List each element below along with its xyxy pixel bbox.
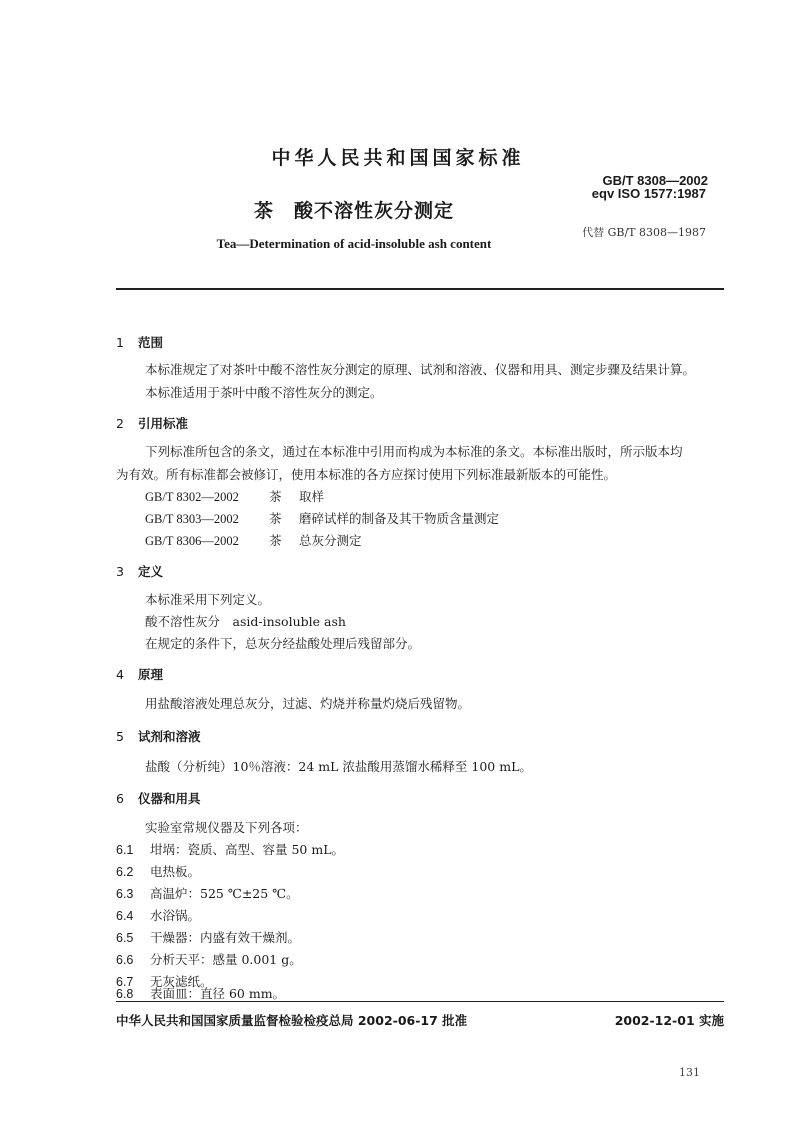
page-number: 131 <box>679 1066 700 1079</box>
section-heading-scope <box>116 333 163 351</box>
section-title: 仪器和用具 <box>138 791 201 806</box>
national-standard-heading: 中华人民共和国国家标准 <box>271 147 525 169</box>
item-text: 分析天平：感量 0.001 g。 <box>150 952 302 967</box>
item-number: 6.8 <box>116 987 134 1001</box>
reference-name: 总灰分测定 <box>299 533 362 548</box>
list-item <box>116 840 344 858</box>
english-title: Tea—Determination of acid-insoluble ash content <box>216 236 492 251</box>
section-title: 引用标准 <box>138 416 189 431</box>
equivalent-standard: eqv ISO 1577:1987 <box>591 186 706 201</box>
reference-subject: 茶 <box>269 533 282 548</box>
section-heading-references <box>116 414 188 432</box>
reference-item <box>145 487 324 505</box>
paragraph: 实验室常规仪器及下列各项： <box>145 820 308 835</box>
list-item <box>116 984 285 1002</box>
footer-divider <box>116 1001 724 1002</box>
section-title: 定义 <box>138 564 164 579</box>
list-item <box>116 906 200 924</box>
reference-subject: 茶 <box>269 489 282 504</box>
reference-item <box>145 531 362 549</box>
reference-name: 磨碎试样的制备及其干物质含量测定 <box>299 511 500 526</box>
paragraph: 在规定的条件下，总灰分经盐酸处理后残留部分。 <box>145 636 421 651</box>
definition-term: 酸不溶性灰分 asid-insoluble ash <box>145 614 346 629</box>
section-number: 6 <box>116 791 124 806</box>
item-text: 无灰滤纸。 <box>150 974 213 989</box>
paragraph: 盐酸（分析纯）10％溶液：24 mL 浓盐酸用蒸馏水稀释至 100 mL。 <box>145 759 532 774</box>
paragraph: 本标准适用于茶叶中酸不溶性灰分的测定。 <box>145 385 383 400</box>
paragraph: 本标准采用下列定义。 <box>145 592 271 607</box>
paragraph: 本标准规定了对茶叶中酸不溶性灰分测定的原理、试剂和溶液、仪器和用具、测定步骤及结果计算。 <box>145 362 696 377</box>
reference-name: 取样 <box>299 489 325 504</box>
item-text: 水浴锅。 <box>150 908 201 923</box>
section-heading-principle <box>116 665 163 683</box>
reference-code: GB/T 8303—2002 <box>145 512 239 526</box>
standard-code: GB/T 8308—2002 <box>602 173 708 188</box>
section-number: 3 <box>116 564 124 579</box>
list-item <box>116 884 299 902</box>
section-number: 4 <box>116 667 124 682</box>
item-number: 6.1 <box>116 843 134 857</box>
list-item <box>116 862 200 880</box>
item-text: 电热板。 <box>150 864 201 879</box>
section-title: 原理 <box>138 667 164 682</box>
item-number: 6.4 <box>116 909 134 923</box>
item-number: 6.5 <box>116 931 134 945</box>
header-divider <box>116 288 724 290</box>
item-number: 6.7 <box>116 975 134 989</box>
section-number: 1 <box>116 335 124 350</box>
section-title: 试剂和溶液 <box>138 729 201 744</box>
section-heading-definitions <box>116 562 163 580</box>
list-item <box>116 928 300 946</box>
reference-code: GB/T 8306—2002 <box>145 534 239 548</box>
document-title: 茶 酸不溶性灰分测定 <box>253 200 454 222</box>
item-number: 6.2 <box>116 865 134 879</box>
item-text: 高温炉：525 ℃±25 ℃。 <box>150 886 299 901</box>
reference-code: GB/T 8302—2002 <box>145 490 239 504</box>
item-number: 6.6 <box>116 953 134 967</box>
list-item <box>116 950 302 968</box>
paragraph: 用盐酸溶液处理总灰分，过滤、灼烧并称量灼烧后残留物。 <box>145 696 471 711</box>
paragraph: 下列标准所包含的条文，通过在本标准中引用而构成为本标准的条文。本标准出版时，所示版本均 <box>145 444 683 459</box>
item-number: 6.3 <box>116 887 134 901</box>
section-heading-reagents <box>116 727 201 745</box>
implementation-date: 2002-12-01 实施 <box>614 1013 724 1028</box>
reference-subject: 茶 <box>269 511 282 526</box>
section-heading-apparatus <box>116 789 201 807</box>
reference-item <box>145 509 499 527</box>
approval-line: 中华人民共和国国家质量监督检验检疫总局 2002-06-17 批准 <box>116 1013 468 1028</box>
replaces-note: 代替 GB/T 8308—1987 <box>582 226 706 239</box>
item-text: 坩埚：瓷质、高型、容量 50 mL。 <box>150 842 345 857</box>
item-text: 表面皿：直径 60 mm。 <box>150 986 286 1001</box>
section-number: 2 <box>116 416 124 431</box>
section-title: 范围 <box>138 335 164 350</box>
section-number: 5 <box>116 729 124 744</box>
item-text: 干燥器：内盛有效干燥剂。 <box>150 930 301 945</box>
paragraph: 为有效。所有标准都会被修订，使用本标准的各方应探讨使用下列标准最新版本的可能性。 <box>116 467 617 482</box>
